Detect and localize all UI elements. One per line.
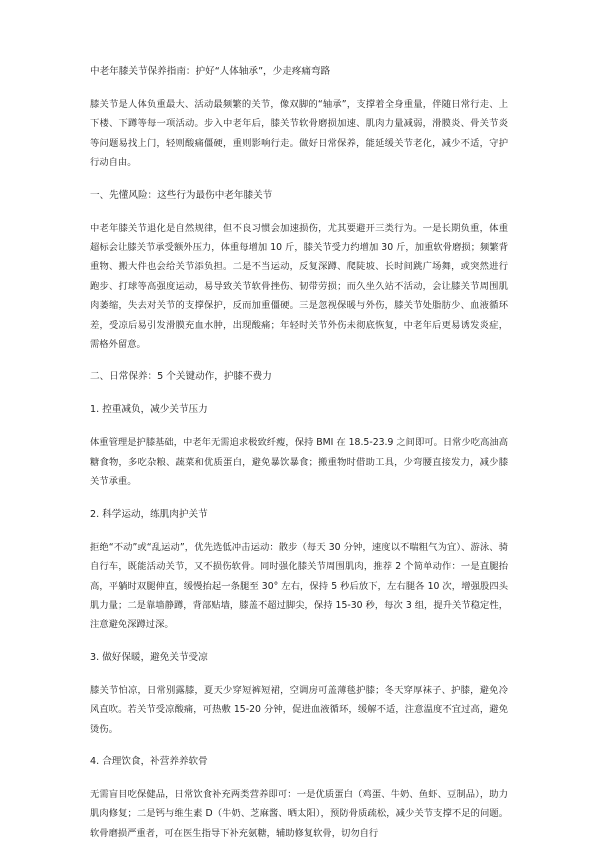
item-heading-diet: 4. 合理饮食，补营养养软骨: [90, 755, 208, 767]
risks-paragraph: 中老年膝关节退化是自然规律，但不良习惯会加速损伤，尤其要避开三类行为。一是长期负重，体重超标会让膝关节承受额外压力，体重每增加 10 斤，膝关节受力约增加 30 斤，加重软骨磨损；频繁背重物、搬大件也会给关节添负担。二是不当运动，反复深蹲、爬陡坡、长时间跳广场舞，或突然进行跑步、打球等高强度运动，易导致关节软骨挫伤、韧带劳损；而久坐久站不活动，会让膝关节周围肌肉萎缩，失去对关节的支撑保护，反而加重僵硬。三是忽视保暖与外伤，膝关节处脂肪少、血液循环差，受凉后易引发滑膜充血水肿，出现酸痛；年轻时关节外伤未彻底恢复，中老年后更易诱发炎症，需格外留意。: [90, 222, 508, 351]
item-heading-keep-warm: 3. 做好保暖，避免关节受凉: [90, 651, 208, 663]
exercise-paragraph: 拒绝“不动”或“乱运动”，优先选低冲击运动：散步（每天 30 分钟，速度以不喘粗气为宜）、游泳、骑自行车，既能活动关节，又不损伤软骨。同时强化膝关节周围肌肉，推荐 2 个简单动作：一是直腿抬高，平躺时双腿伸直，缓慢抬起一条腿至 30° 左右，保持 5 秒后放下，左右腿各 10 次，增强股四头肌力量；二是靠墙静蹲，背部贴墙，膝盖不超过脚尖，保持 15-30 秒，每次 3 组，提升关节稳定性，注意避免深蹲过深。: [90, 541, 508, 631]
keep-warm-paragraph: 膝关节怕凉，日常别露膝，夏天少穿短裤短裙，空调房可盖薄毯护膝；冬天穿厚袜子、护膝，避免冷风直吹。若关节受凉酸痛，可热敷 15-20 分钟，促进血液循环，缓解不适，注意温度不宜过高，避免烫伤。: [90, 684, 508, 735]
diet-paragraph: 无需盲目吃保健品，日常饮食补充两类营养即可：一是优质蛋白（鸡蛋、牛奶、鱼虾、豆制品），助力肌肉修复；二是钙与维生素 D（牛奶、芝麻酱、晒太阳），预防骨质疏松，减少关节支撑不足的问题。软骨磨损严重者，可在医生指导下补充氨糖，辅助修复软骨，切勿自行: [90, 788, 508, 839]
intro-paragraph: 膝关节是人体负重最大、活动最频繁的关节，像双脚的“轴承”，支撑着全身重量，伴随日常行走、上下楼、下蹲等每一项活动。步入中老年后，膝关节软骨磨损加速、肌肉力量减弱，滑膜炎、骨关节炎等问题易找上门，轻则酸痛僵硬，重则影响行走。做好日常保养，能延缓关节老化，减少不适，守护行动自由。: [90, 99, 508, 169]
section-heading-daily-care: 二、日常保养：5 个关键动作，护膝不费力: [90, 371, 272, 383]
weight-control-paragraph: 体重管理是护膝基础，中老年无需追求极致纤瘦，保持 BMI 在 18.5-23.9 之间即可。日常少吃高油高糖食物，多吃杂粮、蔬菜和优质蛋白，避免暴饮暴食；搬重物时借助工具，少弯腰直接发力，减少膝关节承重。: [90, 437, 508, 488]
item-heading-exercise: 2. 科学运动，练肌肉护关节: [90, 508, 208, 520]
item-heading-weight-control: 1. 控重减负，减少关节压力: [90, 404, 208, 416]
document-title: 中老年膝关节保养指南：护好“人体轴承”，少走疼痛弯路: [90, 66, 331, 77]
section-heading-risks: 一、先懂风险：这些行为最伤中老年膝关节: [90, 189, 273, 201]
document-page: [90, 62, 508, 856]
